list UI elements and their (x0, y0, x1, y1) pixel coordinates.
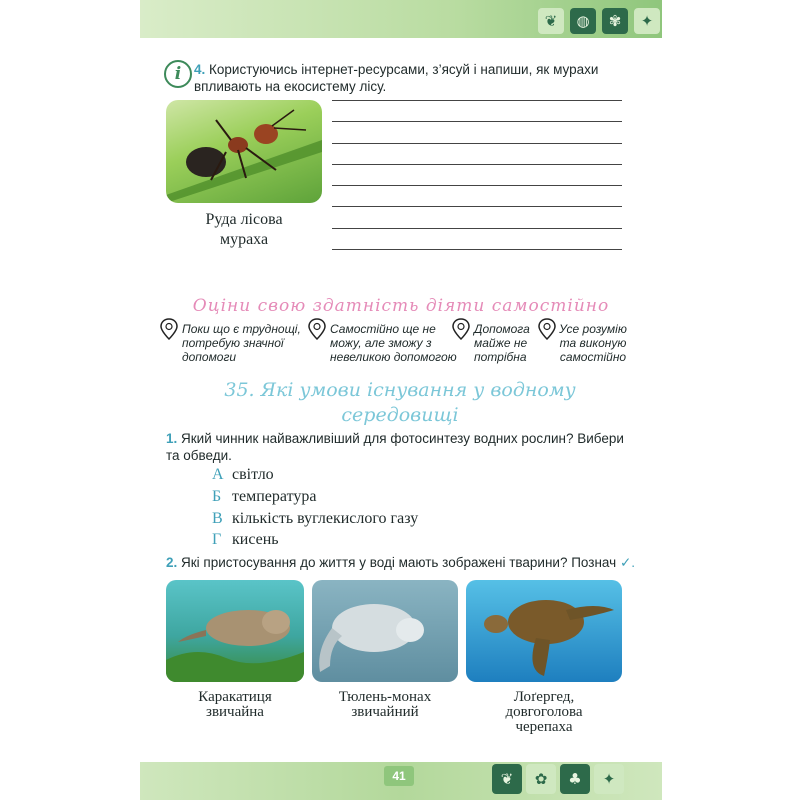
question-text: Які пристосування до життя у воді мають зображені тварини? Познач (181, 555, 617, 570)
option-text: кількість вуглекислого газу (232, 510, 419, 527)
answer-option[interactable] (212, 488, 316, 506)
eval-text-line: самостійно (559, 350, 627, 364)
answer-line[interactable] (332, 249, 622, 250)
header-decorations (515, 8, 660, 34)
answer-option[interactable] (212, 466, 274, 484)
ant-illustration (166, 100, 322, 203)
option-letter: В (212, 510, 223, 527)
leaf-icon: ❦ (492, 764, 522, 794)
question-number: 2. (166, 555, 178, 570)
check-mark-icon: ✓. (619, 555, 635, 570)
eval-text-line: потрібна (474, 350, 527, 364)
task-4 (194, 61, 644, 95)
question-1 (166, 430, 636, 464)
option-letter: А (212, 466, 224, 483)
eval-text-line: Поки що є труднощі, (182, 322, 301, 336)
option-letter: Б (212, 488, 222, 505)
monk-seal-illustration (312, 580, 458, 682)
caption-line: Тюлень-монах (338, 689, 432, 705)
answer-option[interactable] (212, 531, 279, 549)
eval-option-1 (182, 322, 301, 364)
eval-text-line: та виконую (559, 336, 627, 350)
option-text: кисень (232, 531, 279, 548)
eval-text-line: потребую значної (182, 336, 284, 350)
answer-line[interactable] (332, 228, 622, 229)
loggerhead-turtle-photo[interactable] (466, 580, 622, 682)
section-heading (160, 378, 640, 428)
info-icon: i (164, 60, 192, 88)
leaf-icon: ❦ (538, 8, 564, 34)
question-text: Який чинник найважливіший для фотосинтезу водних рослин? Вибери та обведи. (166, 431, 624, 463)
question-number: 1. (166, 431, 178, 446)
caption-line: черепаха (515, 719, 573, 735)
sparkle-icon: ✦ (634, 8, 660, 34)
answer-line[interactable] (332, 143, 622, 144)
globe-icon: ◍ (570, 8, 596, 34)
answer-line[interactable] (332, 121, 622, 122)
eval-text-line: Самостійно ще не (330, 322, 436, 336)
task-number: 4. (194, 62, 206, 77)
ant-photo (166, 100, 322, 203)
answer-line[interactable] (332, 185, 622, 186)
caption-line: звичайна (206, 704, 264, 720)
turtle-caption (466, 690, 622, 735)
task-text: Користуючись інтернет-ресурсами, з’ясуй і напиши, як мурахи впливають на екосистему лісу. (194, 62, 599, 94)
caption-line: Руда лісова (205, 211, 283, 228)
answer-option[interactable] (212, 510, 418, 528)
ant-caption (166, 210, 322, 250)
paw-icon: ✾ (602, 8, 628, 34)
caption-line: довгоголова (505, 704, 583, 720)
heading-line: 35. Які умови існування у водному (224, 379, 576, 401)
eval-text-line: можу, але зможу з (330, 336, 432, 350)
eval-option-4 (558, 322, 628, 364)
eval-text-line: майже не (474, 336, 528, 350)
answer-line[interactable] (332, 164, 622, 165)
answer-lines[interactable] (332, 100, 622, 270)
heading-line: середовищі (341, 404, 459, 426)
cuttlefish-caption (166, 690, 304, 720)
eval-text-line: Допомога (474, 322, 530, 336)
eval-text-line: Усе розумію (559, 322, 627, 336)
eval-option-3 (474, 322, 530, 364)
answer-line[interactable] (332, 206, 622, 207)
cuttlefish-illustration (166, 580, 304, 682)
eval-text-line: невеликою допомогою (330, 350, 457, 364)
caption-line: Лоґергед, (513, 689, 575, 705)
option-text: температура (232, 488, 317, 505)
sprout-icon: ✿ (526, 764, 556, 794)
turtle-illustration (466, 580, 622, 682)
eval-text-line: допомоги (182, 350, 237, 364)
monk-seal-photo[interactable] (312, 580, 458, 682)
answer-line[interactable] (332, 100, 622, 101)
page-number: 41 (384, 766, 414, 786)
plant-pot-icon: ♣ (560, 764, 590, 794)
map-pin-icon[interactable] (160, 318, 178, 340)
monk-seal-caption (312, 690, 458, 720)
question-2 (166, 554, 636, 571)
self-evaluation-title: Оціни свою здатність діяти самостійно (192, 296, 610, 316)
caption-line: Каракатиця (198, 689, 272, 705)
eval-option-2 (330, 322, 457, 364)
caption-line: мураха (219, 231, 269, 248)
map-pin-icon[interactable] (538, 318, 556, 340)
option-letter: Г (212, 531, 222, 548)
sparkle-icon: ✦ (594, 764, 624, 794)
map-pin-icon[interactable] (308, 318, 326, 340)
cuttlefish-photo[interactable] (166, 580, 304, 682)
caption-line: звичайний (351, 704, 419, 720)
option-text: світло (232, 466, 274, 483)
footer-decorations (492, 764, 662, 796)
map-pin-icon[interactable] (452, 318, 470, 340)
